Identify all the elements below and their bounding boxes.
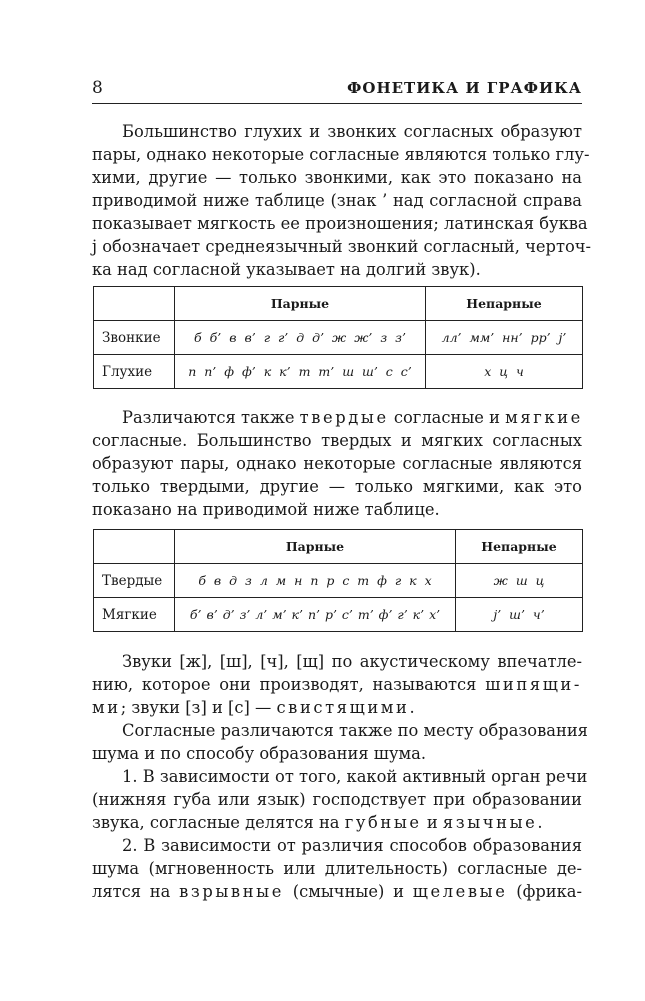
text-line — [92, 673, 582, 696]
paragraph-4 — [92, 719, 588, 765]
table-row — [94, 321, 583, 355]
paragraph-5 — [92, 765, 588, 834]
text-line: только твердыми, другие — только мягкими, как это — [92, 477, 582, 496]
table-header-row — [94, 530, 583, 564]
text-line: 1. В зависимости от того, какой активный орган речи — [122, 767, 588, 786]
table-cell: j’ ш’ ч’ — [456, 598, 583, 632]
text-line: шума и по способу образования шума. — [92, 744, 427, 763]
table-row — [94, 598, 583, 632]
text-line — [92, 880, 582, 903]
text-run: лятся на — [92, 882, 180, 901]
text-line: Большинство глухих и звонких согласных образуют — [122, 122, 582, 141]
table-cell: ж ш ц — [456, 564, 583, 598]
table-row — [94, 564, 583, 598]
row-label: Глухие — [94, 355, 175, 389]
emphasized-term: ми — [92, 698, 121, 717]
text-run: ; звуки [з] и [с] — — [120, 698, 277, 717]
header-rule — [92, 103, 582, 104]
text-line: j обозначает среднеязычный звонкий согласный, черточ- — [92, 237, 592, 256]
table-corner-cell — [94, 530, 175, 564]
voicing-table — [93, 286, 583, 389]
text-line: Звуки [ж], [ш], [ч], [щ] по акустическому впечатле- — [122, 652, 582, 671]
text-run: Различаются также — [122, 408, 300, 427]
emphasized-term: язычные — [442, 813, 538, 832]
row-label: Твердые — [94, 564, 175, 598]
row-label: Мягкие — [94, 598, 175, 632]
paragraph-1 — [92, 120, 592, 281]
page-number: 8 — [92, 78, 103, 98]
text-run: . — [409, 698, 415, 717]
table-cell: б’ в’ д’ з’ л’ м’ к’ п’ р’ с’ т’ ф’ г’ к’ х’ — [175, 598, 456, 632]
table-header-row — [94, 287, 583, 321]
text-run: . — [537, 813, 543, 832]
table-header-cell: Парные — [175, 287, 426, 321]
text-line: согласные. Большинство твердых и мягких согласных — [92, 431, 582, 450]
text-line — [92, 696, 582, 719]
emphasized-term: шипящи- — [485, 675, 582, 694]
text-run: нию, которое они производят, называются — [92, 675, 486, 694]
emphasized-term: мягкие — [505, 408, 583, 427]
emphasized-term: губные — [344, 813, 422, 832]
text-run: (смычные) и — [283, 882, 413, 901]
text-line: приводимой ниже таблице (знак ’ над согласной справа — [92, 191, 582, 210]
text-line: пары, однако некоторые согласные являются только глу- — [92, 145, 590, 164]
text-line: показывает мягкость ее произношения; латинская буква — [92, 214, 588, 233]
text-line — [92, 406, 582, 429]
paragraph-2 — [92, 406, 582, 521]
text-line: (нижняя губа или язык) господствует при образовании — [92, 790, 582, 809]
table-header-cell: Непарные — [456, 530, 583, 564]
running-title: ФОНЕТИКА И ГРАФИКА — [347, 79, 582, 97]
text-line: Согласные различаются также по месту образования — [122, 721, 588, 740]
text-run: согласные и — [388, 408, 506, 427]
table-cell: лл’ мм’ нн’ рр’ j’ — [426, 321, 583, 355]
table-header-cell: Непарные — [426, 287, 583, 321]
row-label: Звонкие — [94, 321, 175, 355]
table-cell: б в д з л м н п р с т ф г к х — [175, 564, 456, 598]
table-cell: х ц ч — [426, 355, 583, 389]
text-line: ка над согласной указывает на долгий звук). — [92, 260, 481, 279]
table-row — [94, 355, 583, 389]
paragraph-3 — [92, 650, 582, 719]
paragraph-6 — [92, 834, 582, 903]
table-cell: б б’ в в’ г г’ д д’ ж ж’ з з’ — [175, 321, 426, 355]
table-corner-cell — [94, 287, 175, 321]
text-line: 2. В зависимости от различия способов образования — [122, 836, 582, 855]
emphasized-term: взрывные — [179, 882, 284, 901]
text-run: звука, согласные делятся на — [92, 813, 345, 832]
table-cell: п п’ ф ф’ к к’ т т’ ш ш’ с с’ — [175, 355, 426, 389]
emphasized-term: твердые — [299, 408, 389, 427]
text-run: (фрика- — [507, 882, 583, 901]
emphasized-term: щелевые — [412, 882, 508, 901]
text-line: шума (мгновенность или длительность) согласные де- — [92, 859, 582, 878]
text-line: показано на приводимой ниже таблице. — [92, 500, 440, 519]
page-header — [92, 78, 582, 102]
emphasized-term: свистящими — [276, 698, 410, 717]
text-line: образуют пары, однако некоторые согласные являются — [92, 454, 582, 473]
text-line — [92, 811, 582, 834]
hardness-table — [93, 529, 583, 632]
text-line: хими, другие — только звонкими, как это показано на — [92, 168, 582, 187]
text-run: и — [421, 813, 443, 832]
table-header-cell: Парные — [175, 530, 456, 564]
